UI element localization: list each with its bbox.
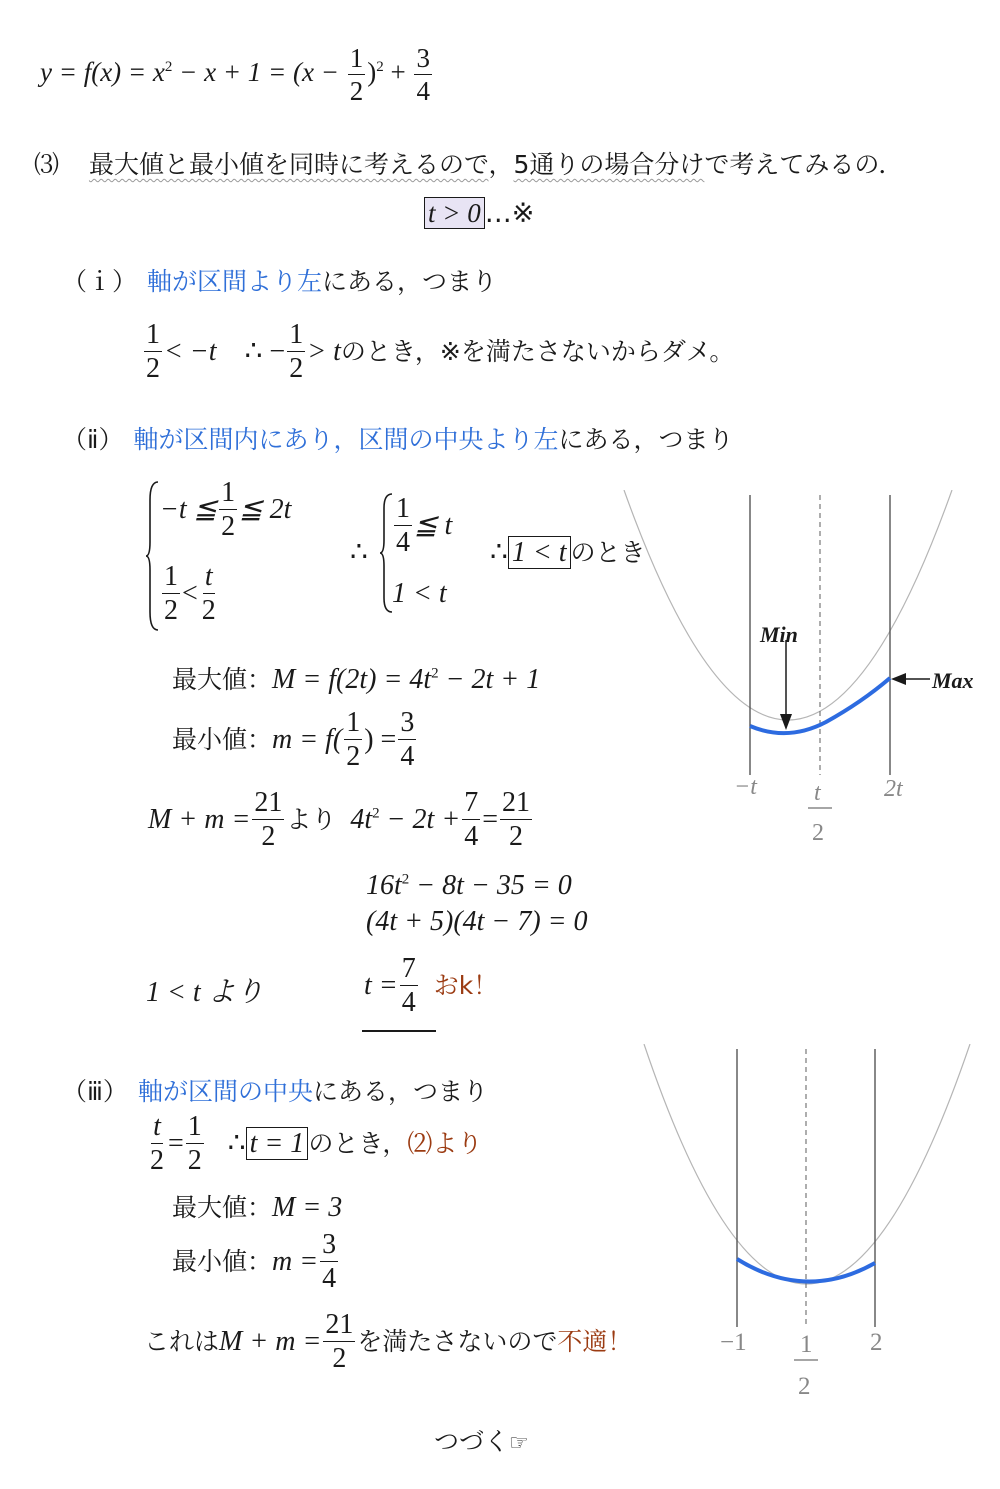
sum-frac	[252, 788, 284, 852]
parabola-2	[644, 1044, 970, 1284]
eq-lhs: y = f(x) = x	[40, 57, 165, 88]
part3-text-c: で考えてみるの．	[704, 150, 904, 179]
case3-final-expr: M + m =	[219, 1325, 322, 1357]
case3-blue-text: 軸が区間の中央	[137, 1077, 313, 1106]
sys2-num: 1	[162, 562, 180, 594]
max-label: 最大値：	[172, 665, 273, 694]
case3-min-frac	[320, 1230, 338, 1294]
case3-final-red: 不適！	[557, 1326, 633, 1356]
eq-half-num: 1	[348, 44, 366, 75]
case3-frac-lhs	[148, 1112, 166, 1176]
sys2-lt: <	[182, 577, 198, 609]
eq-q-num: 3	[414, 44, 432, 75]
part3-text-a: 最大値と最小値を同時に考えるので	[88, 150, 489, 179]
xlabel-neg1: −1	[720, 1329, 747, 1356]
eq-exp: 2	[164, 59, 173, 76]
sum-lhs: M + m =	[148, 803, 251, 835]
sys1-num: 1	[219, 478, 237, 510]
case3-rest: にある，つまり	[312, 1077, 488, 1106]
case1-frac2	[287, 320, 305, 384]
sys3-therefore: ∴	[350, 537, 368, 568]
top-equation	[40, 44, 434, 106]
eq-close: )	[367, 57, 377, 88]
graph-case3	[620, 1044, 1000, 1404]
min-num: 1	[344, 708, 362, 740]
case3-min-den: 4	[322, 1263, 337, 1295]
sys3-frac	[394, 494, 412, 558]
case1-blue-text: 軸が区間より左	[147, 267, 323, 296]
sum-num: 21	[252, 788, 284, 820]
case3-rhs-num: 1	[186, 1112, 204, 1144]
case1-rest: にある，つまり	[322, 267, 498, 296]
sum-yori: より	[286, 804, 337, 834]
sum-frac3	[500, 788, 532, 852]
part3-heading	[34, 145, 903, 181]
min-close: ) =	[364, 723, 397, 755]
sys2-tnum: t	[203, 562, 215, 594]
xlabel-t-num: t	[814, 780, 821, 806]
max-rest: − 2t + 1	[438, 664, 541, 695]
case3-final-num: 21	[323, 1310, 355, 1342]
graph-case2	[600, 490, 1000, 860]
system-row1	[160, 478, 291, 542]
footer-text: つづく	[434, 1427, 510, 1456]
step2-exp: 2	[401, 871, 410, 888]
case1-f2-num: 1	[287, 320, 305, 352]
sys3-den: 4	[396, 527, 410, 559]
ans-lhs: t =	[364, 969, 398, 1001]
case3-max-label: 最大値：	[172, 1193, 273, 1222]
case2-cond: 1 < t より	[146, 977, 264, 1008]
result-therefore: ∴	[490, 537, 508, 568]
case1-tail: のとき，※を満たさないからダメ。	[340, 336, 735, 366]
case2-min	[172, 708, 418, 772]
case3-final	[144, 1310, 632, 1374]
eq-mid: − x + 1 = (x −	[172, 57, 346, 88]
case1-therefore: ∴ −	[244, 335, 286, 367]
case2-heading	[62, 420, 733, 456]
min-value-frac	[398, 708, 416, 772]
system-row2	[160, 562, 220, 626]
case1-heading	[62, 262, 497, 298]
case3-rhs-den: 2	[187, 1145, 202, 1177]
part3-label: ⑶	[34, 150, 60, 179]
xlabel-half-num: 1	[800, 1331, 813, 1358]
case3-ref: ⑵より	[407, 1128, 483, 1158]
min-label: 最小値：	[172, 724, 273, 754]
case2-blue-text: 軸が区間内にあり，区間の中央より左	[133, 425, 559, 454]
case1-f1-den: 2	[146, 353, 160, 385]
case3-tail: のとき，	[308, 1128, 408, 1158]
xlabel-2t: 2t	[884, 776, 903, 802]
sys2-frac2	[200, 562, 218, 626]
sum-fden: 4	[464, 821, 479, 853]
case3-min-label: 最小値：	[172, 1246, 273, 1276]
case2-rest: にある，つまり	[558, 425, 734, 454]
condition-mark: …※	[484, 198, 535, 229]
system3-row1	[392, 494, 452, 558]
case3-lhs-num: t	[151, 1112, 163, 1144]
case3-final-b: を満たさないので	[357, 1326, 558, 1356]
sys1-a: −t ≦	[160, 493, 218, 525]
case2-max	[172, 660, 540, 696]
sum-eq3: =	[482, 803, 499, 835]
xlabel-half-den: 2	[798, 1373, 811, 1400]
sys3-a: ≦ t	[414, 509, 453, 541]
footer-continue	[434, 1422, 529, 1458]
sys3-num: 1	[394, 494, 412, 526]
ans-den: 4	[401, 987, 416, 1019]
xlabel-neg-t: −t	[734, 774, 757, 800]
sum-eq: 4t	[350, 803, 373, 835]
sys2-tden: 2	[201, 595, 216, 627]
case3-max	[172, 1188, 342, 1224]
xlabel-2: 2	[870, 1329, 883, 1356]
case1-f2-den: 2	[289, 353, 304, 385]
sum-eq2: − 2t +	[379, 803, 461, 835]
case1-frac1	[144, 320, 162, 384]
case2-sum	[148, 788, 534, 852]
result-tail: のとき	[570, 538, 646, 567]
case1-ineq2: > t	[307, 335, 341, 367]
case3-therefore: ∴	[227, 1127, 246, 1159]
pointing-hand-icon: ☞	[509, 1431, 529, 1456]
sum-frac2	[462, 788, 480, 852]
case1-ineq1: < −t	[164, 335, 217, 367]
brace-left	[146, 480, 160, 632]
sum-rden: 2	[509, 821, 524, 853]
ok-text: おk！	[433, 970, 499, 1000]
parabola-1	[624, 490, 952, 720]
case3-label: （ⅲ）	[62, 1077, 128, 1106]
case3-eq-sign: =	[168, 1127, 184, 1159]
case3-frac-rhs	[186, 1112, 204, 1176]
max-expr: M = f(2t) = 4t	[272, 664, 432, 695]
eq-half-den: 2	[349, 76, 364, 107]
case2-answer	[364, 954, 498, 1018]
case3-lhs-den: 2	[150, 1145, 164, 1177]
sys1-frac	[219, 478, 237, 542]
min-expr: m = f(	[272, 723, 343, 755]
sum-fnum: 7	[462, 788, 480, 820]
part3-condition	[424, 198, 534, 229]
sys1-den: 2	[221, 511, 236, 543]
ans-frac	[400, 954, 418, 1018]
min-frac	[344, 708, 362, 772]
eq-exp2: 2	[376, 59, 384, 76]
result-box: 1 < t	[508, 536, 571, 569]
system3-row2: 1 < t	[392, 578, 447, 609]
condition-box: t > 0	[424, 197, 485, 229]
max-exp: 2	[431, 665, 439, 682]
eq-half	[348, 44, 366, 106]
case3-final-a: これは	[144, 1326, 220, 1356]
case3-max-expr: M = 3	[272, 1192, 343, 1223]
part3-comma: ，	[488, 150, 514, 179]
case2-step3: (4t + 5)(4t − 7) = 0	[366, 906, 588, 937]
eq-q-den: 4	[416, 76, 430, 107]
step2-a: 16t	[366, 870, 402, 901]
max-label: Max	[932, 668, 974, 693]
case3-heading	[62, 1072, 488, 1108]
case1-body	[142, 320, 734, 384]
eq-quarter	[414, 44, 432, 106]
min-label: Min	[760, 622, 798, 647]
xlabel-t-den: 2	[812, 820, 824, 846]
case2-label: （ⅱ）	[62, 425, 124, 454]
sum-exp: 2	[372, 805, 380, 822]
min-arrowhead	[780, 714, 792, 730]
answer-underline	[362, 1030, 436, 1032]
eq-plus: +	[383, 57, 413, 88]
case3-final-frac	[323, 1310, 355, 1374]
sum-den: 2	[261, 821, 276, 853]
case2-step2	[366, 868, 572, 902]
sys2-den: 2	[164, 595, 178, 627]
case3-min-num: 3	[320, 1230, 338, 1262]
case3-eq	[146, 1112, 482, 1176]
case3-box: t = 1	[246, 1127, 309, 1160]
case3-min	[172, 1230, 340, 1294]
ans-num: 7	[400, 954, 418, 986]
step2-b: − 8t − 35 = 0	[409, 870, 572, 901]
part3-text-b: 5通りの場合分け	[513, 150, 705, 179]
min-den: 2	[346, 741, 361, 773]
sum-rnum: 21	[500, 788, 532, 820]
min-vden: 4	[400, 741, 415, 773]
case3-final-den: 2	[332, 1343, 347, 1375]
sys1-b: ≦ 2t	[239, 493, 292, 525]
case3-min-expr: m =	[272, 1245, 319, 1277]
min-vnum: 3	[398, 708, 416, 740]
case1-label: （ｉ）	[62, 267, 138, 296]
sys2-frac1	[162, 562, 180, 626]
max-arrowhead	[891, 673, 906, 685]
case1-f1-num: 1	[144, 320, 162, 352]
